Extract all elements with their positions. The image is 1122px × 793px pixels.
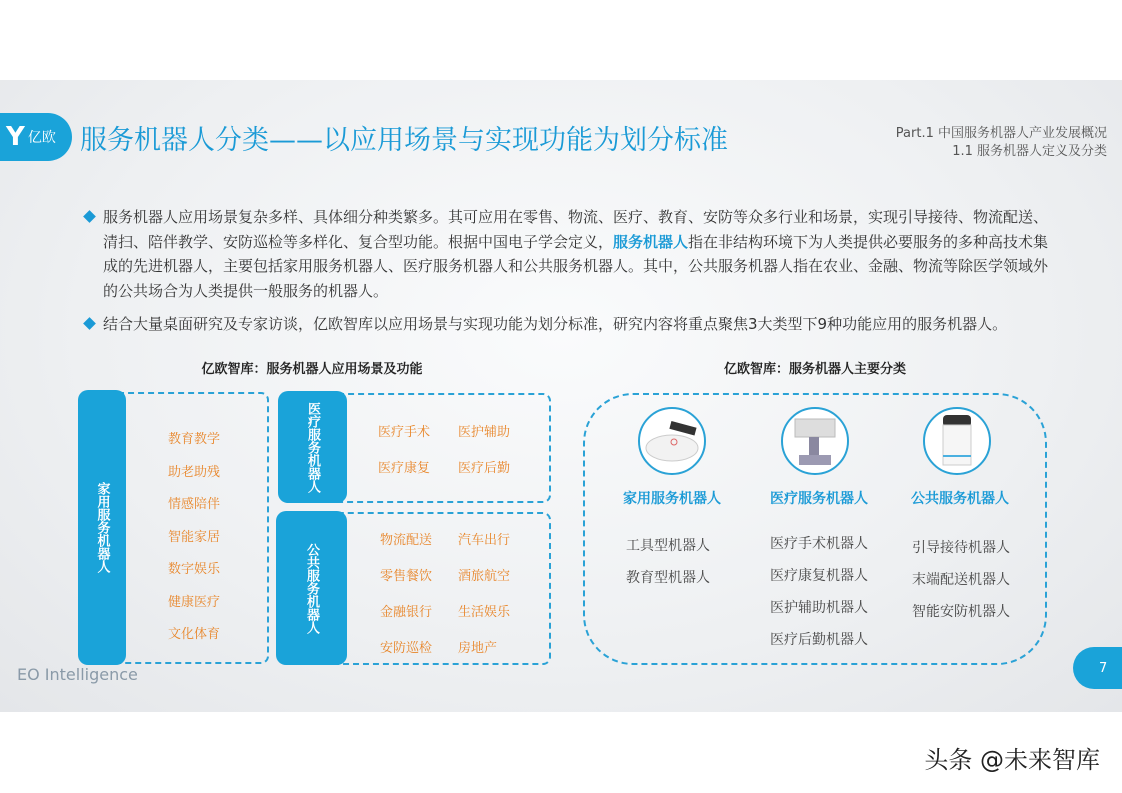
public-scenario-item: 酒旅航空 (458, 569, 511, 584)
medical-scenario-item: 医护辅助 (458, 425, 511, 440)
public-scenario-item: 金融银行 (380, 605, 433, 620)
medical-robot-label: 医疗服务机器人 (278, 391, 347, 503)
brand-footer: EO Intelligence (17, 665, 138, 684)
public-scenario-item: 物流配送 (380, 533, 433, 548)
left-chart-title: 亿欧智库：服务机器人应用场景及功能 (201, 362, 423, 377)
highlight-term: 服务机器人 (613, 232, 689, 251)
home-scenario-item: 健康医疗 (168, 594, 221, 610)
diamond-icon (83, 210, 96, 223)
logo-y-icon: Y (6, 122, 25, 152)
category-item: 医护辅助机器人 (770, 600, 868, 616)
category-item: 末端配送机器人 (912, 572, 1010, 588)
home-scenario-item: 教育教学 (168, 432, 221, 447)
medical-scenario-item: 医疗手术 (378, 425, 431, 440)
page-title: 服务机器人分类——以应用场景与实现功能为划分标准 (80, 125, 728, 156)
public-scenario-item: 零售餐饮 (380, 569, 433, 584)
home-scenario-item: 数字娱乐 (168, 562, 221, 577)
public-robot-label: 公共服务机器人 (276, 511, 347, 665)
category-item: 智能安防机器人 (912, 604, 1010, 620)
category-item: 引导接待机器人 (912, 540, 1010, 556)
part-label: Part.1 中国服务机器人产业发展概况 (895, 126, 1107, 141)
category-title-medical: 医疗服务机器人 (770, 491, 868, 507)
category-item: 工具型机器人 (626, 538, 710, 554)
medical-scenario-item: 医疗后勤 (458, 461, 511, 476)
category-item: 教育型机器人 (626, 570, 710, 586)
surgical-robot-image (781, 407, 849, 475)
home-scenario-item: 助老助残 (168, 464, 221, 480)
public-scenario-item: 安防巡检 (380, 641, 433, 656)
home-robot-label: 家用服务机器人 (78, 390, 126, 665)
page-number: 7 (1073, 647, 1122, 689)
right-chart-title: 亿欧智库：服务机器人主要分类 (723, 362, 907, 377)
home-scenario-item: 文化体育 (168, 627, 221, 642)
home-scenario-item: 智能家居 (168, 529, 221, 545)
category-item: 医疗后勤机器人 (770, 632, 868, 648)
logo: Y 亿欧 (0, 113, 72, 161)
home-scenario-item: 情感陪伴 (168, 497, 221, 512)
public-scenario-item: 生活娱乐 (458, 605, 511, 620)
medical-scenario-item: 医疗康复 (378, 461, 431, 476)
watermark: 头条 @未来智库 (924, 746, 1100, 774)
diamond-icon (83, 317, 96, 330)
section-label: 1.1 服务机器人定义及分类 (952, 144, 1107, 159)
category-item: 医疗手术机器人 (770, 536, 868, 552)
category-title-public: 公共服务机器人 (911, 491, 1009, 507)
public-scenario-item: 汽车出行 (458, 533, 511, 548)
bullet-2: 结合大量桌面研究及专家访谈，亿欧智库以应用场景与实现功能为划分标准，研究内容将重点聚焦3大类型下9种功能应用的服务机器人。 (85, 312, 1060, 337)
public-scenario-item: 房地产 (458, 641, 498, 656)
robot-vacuum-image (638, 407, 706, 475)
category-title-home: 家用服务机器人 (623, 491, 721, 507)
category-item: 医疗康复机器人 (770, 568, 868, 584)
bullet-1: 服务机器人应用场景复杂多样、具体细分种类繁多。其可应用在零售、物流、医疗、教育、安防等众多行业和场景，实现引导接待、物流配送、清扫、陪伴教学、安防巡检等多样化、复合型功能。根据中国电子学会定义，服务机器人指在非结构环境下为人类提供必要服务的多种高技术集成的先进机器人，主要包括家用服务机器人、医疗服务机器人和公共服务机器人。其中，公共服务机器人指在农业、金融、物流等除医学领域外的公共场合为人类提供一般服务的机器人。 (85, 205, 1060, 303)
service-robot-image (923, 407, 991, 475)
